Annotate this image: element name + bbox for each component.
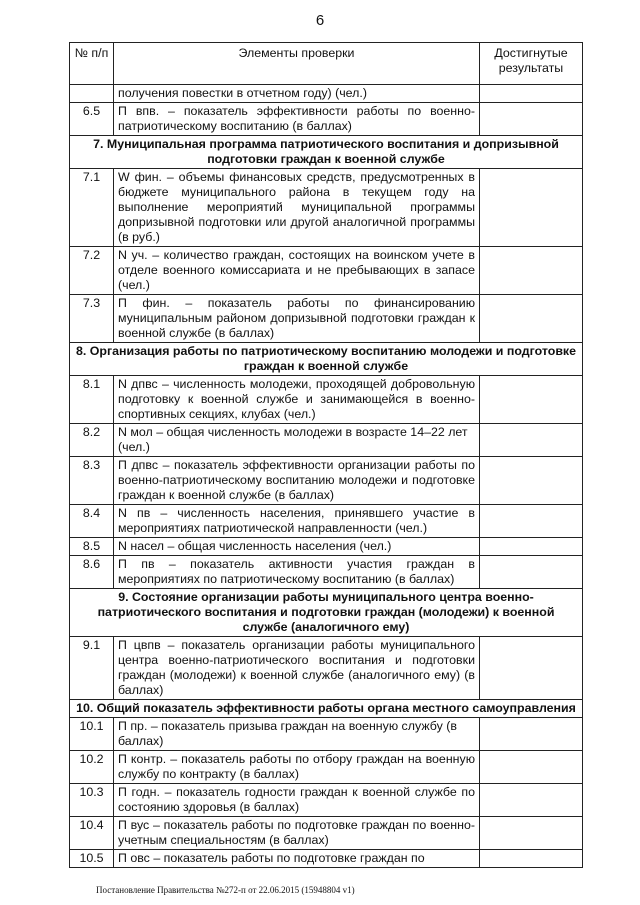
item-result (480, 718, 583, 751)
item-description: П годн. – показатель годности граждан к военной службе по состоянию здоровья (в баллах) (114, 784, 480, 817)
item-result (480, 637, 583, 700)
item-description: N насел – общая численность населения (чел.) (114, 538, 480, 556)
item-description: П овс – показатель работы по подготовке граждан по (114, 850, 480, 868)
item-description: N мол – общая численность молодежи в возрасте 14–22 лет (чел.) (114, 424, 480, 457)
section-title: 7. Муниципальная программа патриотического воспитания и допризывной подготовки граждан к военной службе (70, 136, 583, 169)
item-description: П фин. – показатель работы по финансированию муниципальным районом допризывной подготовки граждан к военной службе (в баллах) (114, 295, 480, 343)
item-description: N уч. – количество граждан, состоящих на воинском учете в отделе военного комиссариата и не пребывающих в запасе (чел.) (114, 247, 480, 295)
table-row (70, 169, 583, 247)
item-description: N пв – численность населения, принявшего участие в мероприятиях патриотической направленности (чел.) (114, 505, 480, 538)
item-result (480, 817, 583, 850)
item-description: П контр. – показатель работы по отбору граждан на военную службу по контракту (в баллах) (114, 751, 480, 784)
item-number: 8.4 (70, 505, 114, 538)
item-result (480, 247, 583, 295)
item-number: 8.1 (70, 376, 114, 424)
section-title: 10. Общий показатель эффективности работы органа местного самоуправления (70, 700, 583, 718)
section-title: 9. Состояние организации работы муниципального центра военно-патриотического воспитания и подготовки граждан (молодежи) к военной службе (аналогичного ему) (70, 589, 583, 637)
item-result (480, 169, 583, 247)
table-row (70, 457, 583, 505)
item-result (480, 850, 583, 868)
section-title: 8. Организация работы по патриотическому воспитанию молодежи и подготовке граждан к военной службе (70, 343, 583, 376)
item-result (480, 556, 583, 589)
table-row (70, 505, 583, 538)
header-elements: Элементы проверки (114, 43, 480, 85)
item-description: П впв. – показатель эффективности работы по военно-патриотическому воспитанию (в баллах) (114, 103, 480, 136)
header-results: Достигнутые результаты (480, 43, 583, 85)
item-result (480, 751, 583, 784)
item-number: 8.5 (70, 538, 114, 556)
table-row (70, 556, 583, 589)
table-row (70, 295, 583, 343)
item-number: 6.5 (70, 103, 114, 136)
table-row (70, 424, 583, 457)
table-row (70, 850, 583, 868)
item-result (480, 85, 583, 103)
item-number: 9.1 (70, 637, 114, 700)
item-number: 8.2 (70, 424, 114, 457)
item-number (70, 85, 114, 103)
item-number: 7.3 (70, 295, 114, 343)
item-number: 10.4 (70, 817, 114, 850)
table-row (70, 784, 583, 817)
item-number: 8.6 (70, 556, 114, 589)
item-result (480, 295, 583, 343)
item-number: 10.5 (70, 850, 114, 868)
item-description: получения повестки в отчетном году) (чел.) (114, 85, 480, 103)
item-result (480, 376, 583, 424)
table-header-row (70, 43, 583, 85)
item-description: П дпвс – показатель эффективности организации работы по военно-патриотическому воспитанию молодежи и подготовке граждан к военной службе (в баллах) (114, 457, 480, 505)
item-result (480, 424, 583, 457)
inspection-table (69, 42, 583, 868)
section-header-row (70, 589, 583, 637)
table-row (70, 718, 583, 751)
section-header-row (70, 136, 583, 169)
table-body (70, 85, 583, 868)
footer-note: Постановление Правительства №272-п от 22.06.2015 (15948804 v1) (96, 885, 355, 895)
table-row (70, 538, 583, 556)
item-number: 7.1 (70, 169, 114, 247)
item-description: N дпвс – численность молодежи, проходящей добровольную подготовку к военной службе и занимающейся в военно-спортивных секциях, клубах (чел.) (114, 376, 480, 424)
item-result (480, 103, 583, 136)
table-row (70, 103, 583, 136)
item-number: 8.3 (70, 457, 114, 505)
page-number: 6 (315, 12, 325, 29)
table-row (70, 247, 583, 295)
header-num: № п/п (70, 43, 114, 85)
table-row (70, 637, 583, 700)
table-row (70, 376, 583, 424)
item-number: 10.2 (70, 751, 114, 784)
item-description: W фин. – объемы финансовых средств, предусмотренных в бюджете муниципального района в текущем году на выполнение мероприятий муниципальной программы допризывной подготовки или другой аналогичной программы (в руб.) (114, 169, 480, 247)
item-result (480, 505, 583, 538)
table-row (70, 85, 583, 103)
item-number: 10.1 (70, 718, 114, 751)
item-number: 7.2 (70, 247, 114, 295)
item-result (480, 538, 583, 556)
table-row (70, 751, 583, 784)
item-result (480, 784, 583, 817)
item-result (480, 457, 583, 505)
section-header-row (70, 700, 583, 718)
item-number: 10.3 (70, 784, 114, 817)
item-description: П вус – показатель работы по подготовке граждан по военно-учетным специальностям (в баллах) (114, 817, 480, 850)
section-header-row (70, 343, 583, 376)
table-row (70, 817, 583, 850)
item-description: П пв – показатель активности участия граждан в мероприятиях по патриотическому воспитанию (в баллах) (114, 556, 480, 589)
item-description: П пр. – показатель призыва граждан на военную службу (в баллах) (114, 718, 480, 751)
item-description: П цвпв – показатель организации работы муниципального центра военно-патриотического воспитания и подготовки граждан (молодежи) к военной службе (аналогичного ему) (в баллах) (114, 637, 480, 700)
